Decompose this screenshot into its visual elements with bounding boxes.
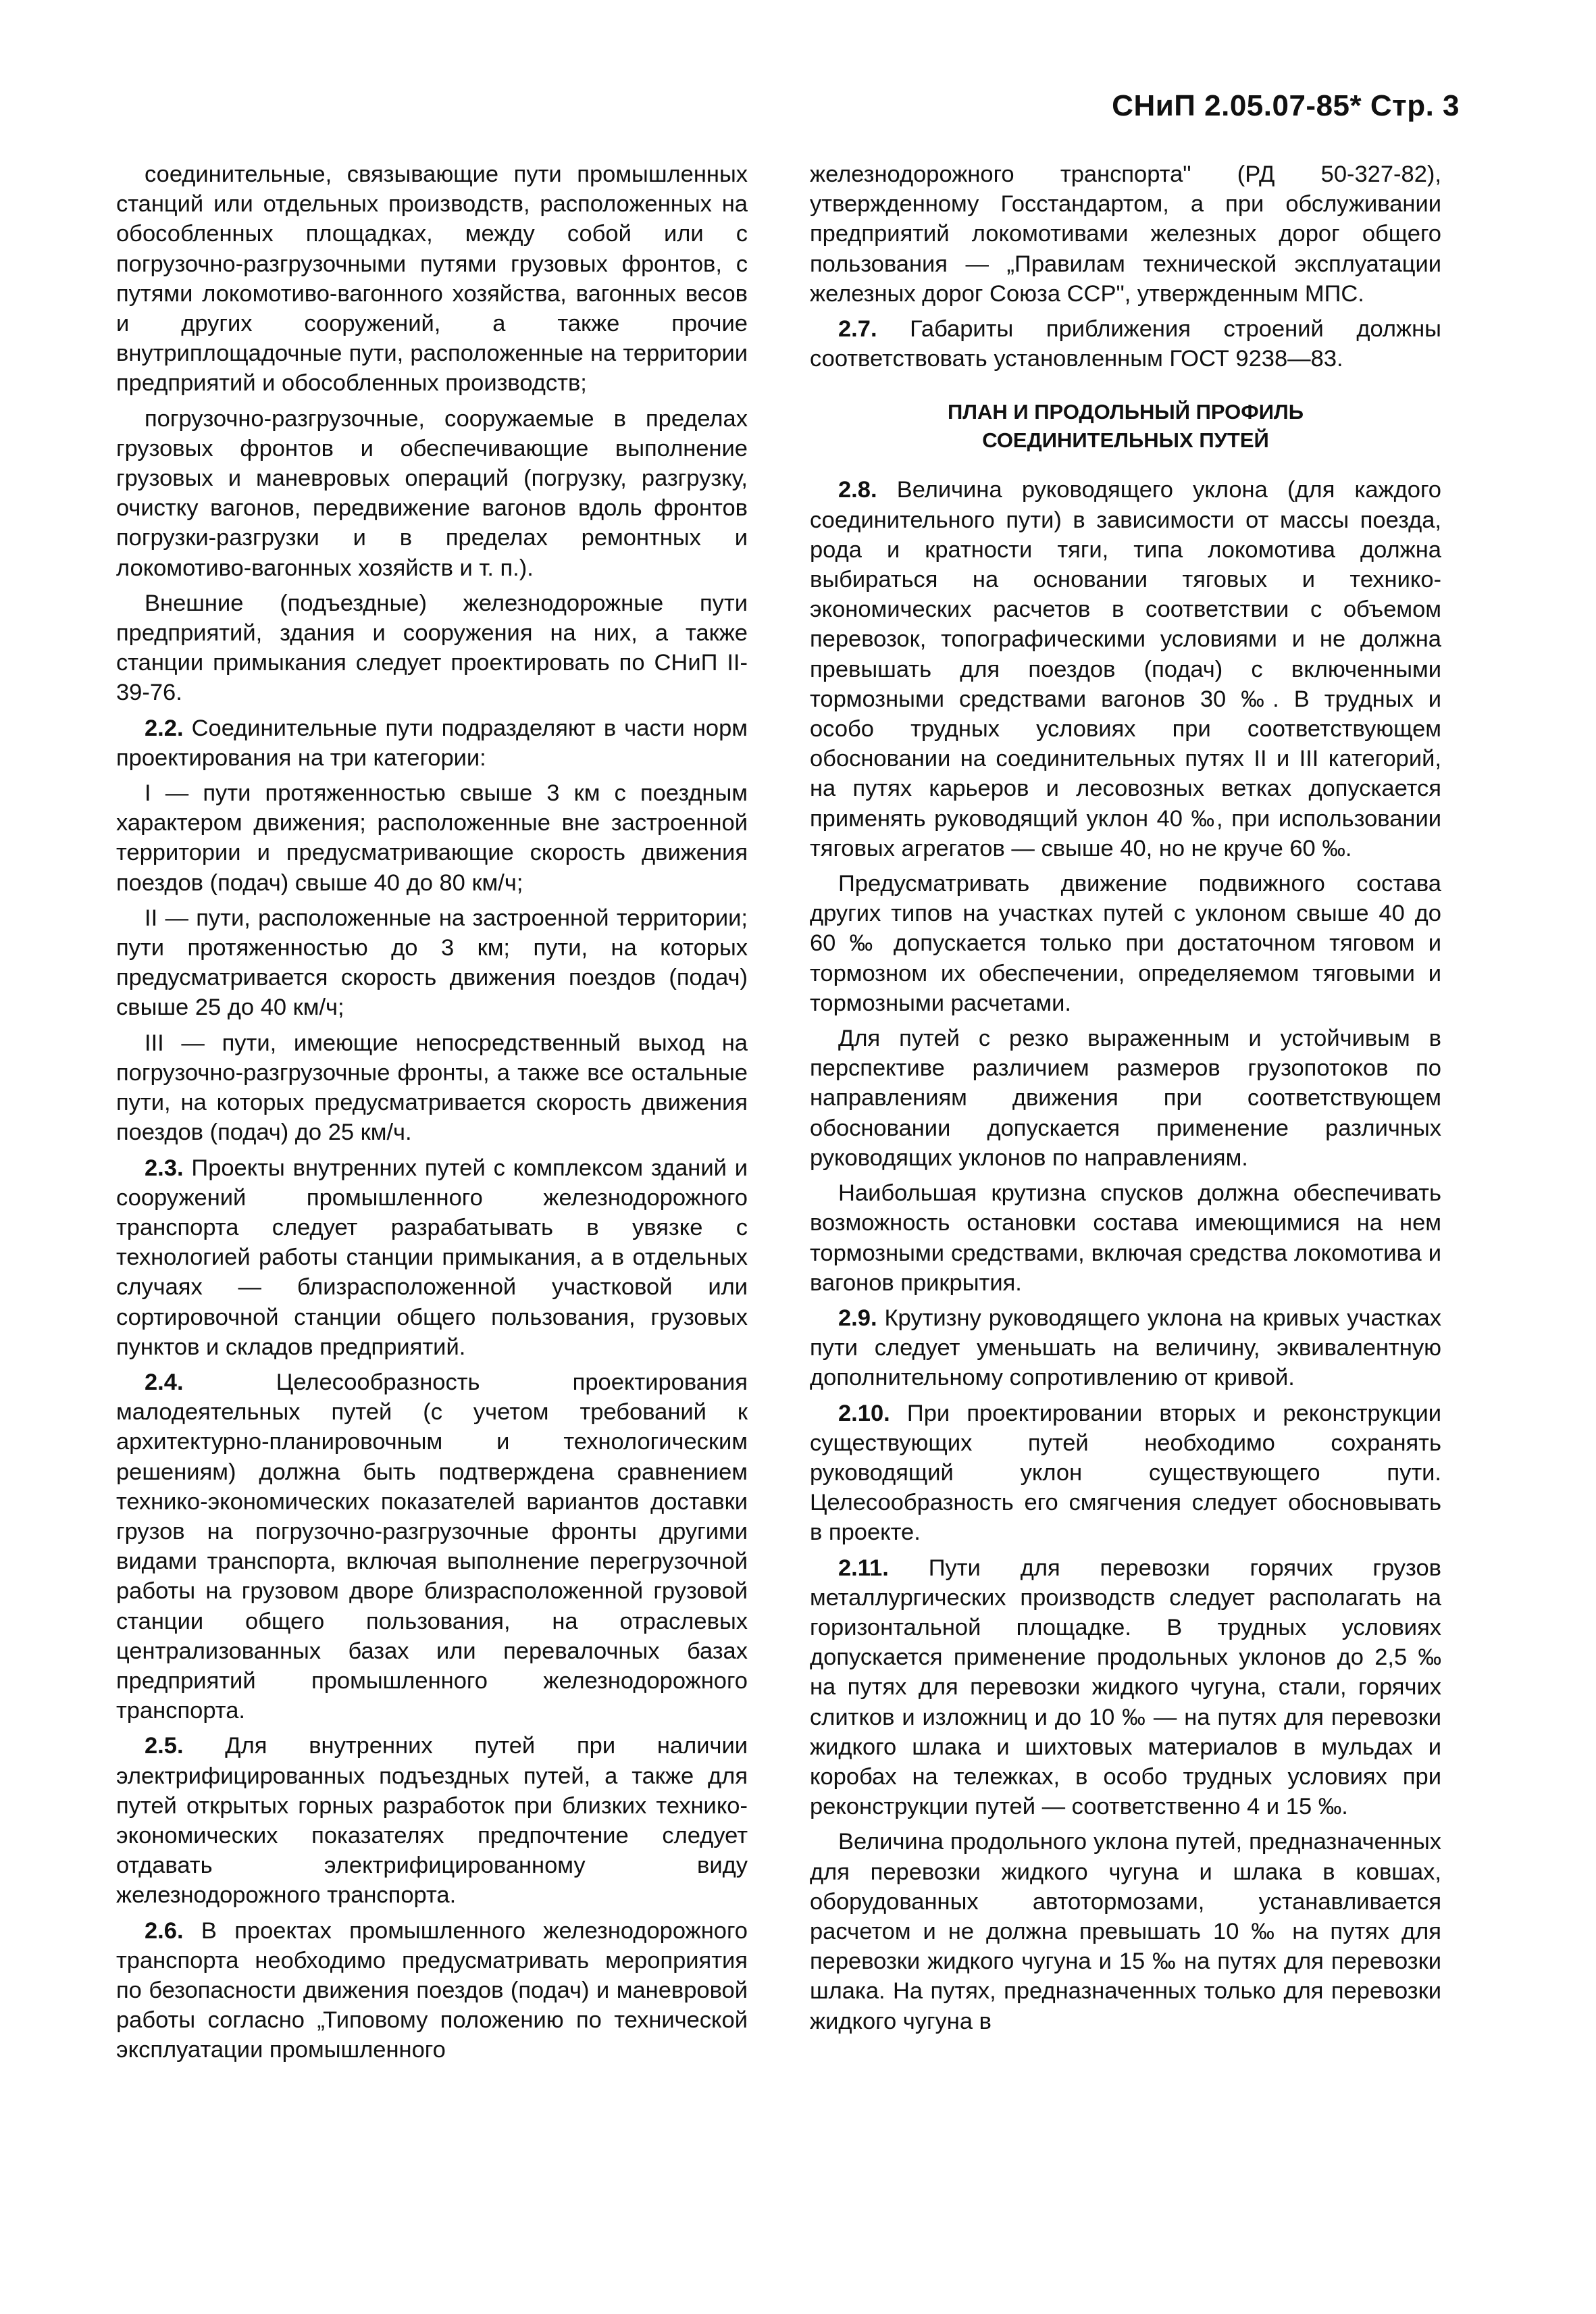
paragraph <box>116 903 748 1023</box>
paragraph <box>810 1553 1441 1822</box>
clause-number: 2.8. <box>838 477 877 503</box>
paragraph-text: Для внутренних путей при наличии электрифицированных подъездных путей, а также для путей открытых горных разработок при близких технико-экономических показателях предпочтение следует отдавать электрифицированному виду железнодорожного транспорта. <box>116 1733 748 1909</box>
right-column <box>810 159 1441 2042</box>
running-header: СНиП 2.05.07-85* Стр. 3 <box>1112 89 1460 122</box>
paragraph <box>810 1303 1441 1393</box>
paragraph-text: При проектировании вторых и реконструкции существующих путей необходимо сохранять руководящий уклон существующего пути. Целесообразность его смягчения следует обосновывать в проекте. <box>810 1400 1441 1546</box>
paragraph-text: Крутизну руководящего уклона на кривых участках пути следует уменьшать на величину, эквивалентную дополнительному сопротивлению от кривой. <box>810 1305 1441 1391</box>
paragraph <box>116 159 748 399</box>
clause-number: 2.9. <box>838 1305 877 1331</box>
paragraph <box>116 713 748 773</box>
paragraph <box>116 588 748 708</box>
paragraph <box>116 1153 748 1362</box>
paragraph-text: Соединительные пути подразделяют в части норм проектирования на три категории: <box>116 715 748 771</box>
paragraph-text: Проекты внутренних путей с комплексом зданий и сооружений промышленного железнодорожного транспорта следует разрабатывать в увязке с технологией работы станции примыкания, а в отдельных случаях — близрасположенной участковой или сортировочной станции общего пользования, грузовых пунктов и складов предприятий. <box>116 1155 748 1360</box>
paragraph-text: погрузочно-разгрузочные, сооружаемые в пределах грузовых фронтов и обеспечивающие выполнение грузовых и маневровых операций (погрузку, разгрузку, очистку вагонов, передвижение вагонов вдоль фронтов погрузки-разгрузки и в пределах ремонтных и локомотиво-вагонных хозяйств и т. п.). <box>116 405 748 581</box>
clause-number: 2.7. <box>838 316 877 343</box>
paragraph <box>116 778 748 898</box>
paragraph-text: соединительные, связывающие пути промышленных станций или отдельных производств, расположенных на обособленных площадках, между собой или с погрузочно-разгрузочными путями грузовых фронтов, с путями локомотиво-вагонного хозяйства, вагонных весов и других сооружений, а также прочие внутриплощадочные пути, расположенные на территории предприятий и обособленных производств; <box>116 161 748 397</box>
paragraph-text: Целесообразность проектирования малодеятельных путей (с учетом требований к архитектурно-планировочным и технологическим решениям) должна быть подтверждена сравнением технико-экономических показателей вариантов доставки грузов на погрузочно-разгрузочные фронты другими видами транспорта, включая выполнение перегрузочной работы на грузовом дворе близрасположенной грузовой станции общего пользования, на отраслевых централизованных базах или перевалочных базах предприятий промышленного железнодорожного транспорта. <box>116 1369 748 1724</box>
paragraph-text: железнодорожного транспорта" (РД 50-327-82), утвержденному Госстандартом, а при обслуживании предприятий локомотивами железных дорог общего пользования — „Правилам технической эксплуатации железных дорог Союза ССР", утвержденным МПС. <box>810 161 1441 307</box>
paragraph <box>810 1178 1441 1298</box>
clause-number: 2.5. <box>145 1733 184 1759</box>
paragraph-text: III — пути, имеющие непосредственный выход на погрузочно-разгрузочные фронты, а также все остальные пути, на которых предусматривается скорость движения поездов (подач) до 25 км/ч. <box>116 1030 748 1146</box>
paragraph <box>810 1399 1441 1548</box>
paragraph <box>116 1731 748 1910</box>
paragraph-text: Величина продольного уклона путей, предназначенных для перевозки жидкого чугуна и шлака в ковшах, оборудованных автотормозами, устанавливается расчетом и не должна превышать 10 ‰ на путях для перевозки жидкого чугуна и 15 ‰ на путях для перевозки шлака. На путях, предназначенных только для перевозки жидкого чугуна в <box>810 1829 1441 2034</box>
paragraph-text: Наибольшая крутизна спусков должна обеспечивать возможность остановки состава имеющимися на нем тормозными средствами, включая средства локомотива и вагонов прикрытия. <box>810 1180 1441 1296</box>
paragraph <box>116 404 748 583</box>
paragraph <box>116 1916 748 2065</box>
paragraph <box>810 314 1441 374</box>
paragraph-text: I — пути протяженностью свыше 3 км с поездным характером движения; расположенные вне застроенной территории и предусматривающие скорость движения поездов (подач) свыше 40 до 80 км/ч; <box>116 780 748 896</box>
paragraph <box>810 1827 1441 2036</box>
paragraph-text: Для путей с резко выраженным и устойчивым в перспективе различием размеров грузопотоков по направлениям движения при соответствующем обосновании допускается применение различных руководящих уклонов по направлениям. <box>810 1026 1441 1171</box>
section-heading-line2: СОЕДИНИТЕЛЬНЫХ ПУТЕЙ <box>982 428 1269 453</box>
paragraph <box>810 869 1441 1018</box>
paragraph-text: Предусматривать движение подвижного состава других типов на участках путей с уклоном свыше 40 до 60 ‰ допускается только при достаточном тяговом и тормозном их обеспечении, определяемом тяговыми и тормозными расчетами. <box>810 871 1441 1016</box>
paragraph <box>116 1028 748 1148</box>
paragraph <box>810 475 1441 863</box>
paragraph-text: Величина руководящего уклона (для каждого соединительного пути) в зависимости от массы поезда, рода и кратности тяги, типа локомотива должна выбираться на основании тяговых и технико-экономических расчетов в соответствии с объемом перевозок, топографическими условиями и не должна превышать для поездов (подач) с включенными тормозными средствами вагонов 30 ‰. В трудных и особо трудных условиях при соответствующем обосновании на соединительных путях II и III категорий, на путях карьеров и лесовозных ветках допускается применять руководящий уклон 40 ‰, при использовании тяговых агрегатов — свыше 40, но не круче 60 ‰. <box>810 477 1441 861</box>
paragraph-text: Внешние (подъездные) железнодорожные пути предприятий, здания и сооружения на них, а также станции примыкания следует проектировать по СНиП II-39-76. <box>116 590 748 706</box>
right-column-bottom <box>810 475 1441 2036</box>
paragraph-text: Пути для перевозки горячих грузов металлургических производств следует располагать на горизонтальной площадке. В трудных условиях допускается применение продольных уклонов до 2,5 ‰ на путях для перевозки жидкого чугуна, стали, горячих слитков и изложниц и до 10 ‰ — на путях для перевозки жидкого шлака и шихтовых материалов в мульдах и коробах на тележках, в особо трудных условиях при реконструкции путей — соответственно 4 и 15 ‰. <box>810 1555 1441 1820</box>
clause-number: 2.2. <box>145 715 184 741</box>
clause-number: 2.10. <box>838 1400 890 1426</box>
paragraph-text: Габариты приближения строений должны соответствовать установленным ГОСТ 9238—83. <box>810 316 1441 372</box>
paragraph-text: В проектах промышленного железнодорожного транспорта необходимо предусматривать мероприятия по безопасности движения поездов (подач) и маневровой работы согласно „Типовому положению по технической эксплуатации промышленного <box>116 1917 748 2063</box>
paragraph-text: II — пути, расположенные на застроенной территории; пути протяженностью до 3 км; пути, на которых предусматривается скорость движения поездов (подач) свыше 25 до 40 км/ч; <box>116 905 748 1021</box>
section-heading-line1: ПЛАН И ПРОДОЛЬНЫЙ ПРОФИЛЬ <box>947 400 1304 424</box>
clause-number: 2.4. <box>145 1369 184 1395</box>
paragraph <box>810 159 1441 309</box>
right-column-top <box>810 159 1441 374</box>
paragraph <box>116 1367 748 1726</box>
paragraph <box>810 1024 1441 1173</box>
clause-number: 2.6. <box>145 1917 184 1944</box>
clause-number: 2.3. <box>145 1155 184 1181</box>
section-heading <box>810 398 1441 455</box>
clause-number: 2.11. <box>838 1555 889 1581</box>
left-column <box>116 159 748 2071</box>
